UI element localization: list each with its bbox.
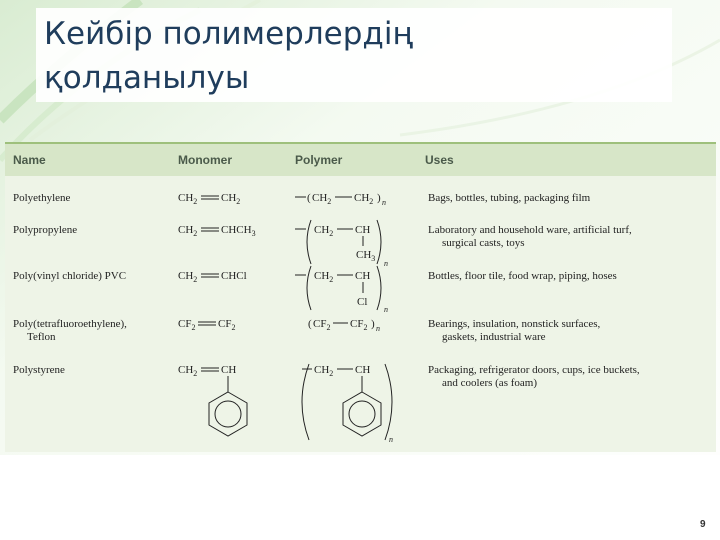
polymer-polypropylene xyxy=(295,220,388,268)
svg-text:CF2: $CF_2$ xyxy=(178,318,196,332)
header-name: Name xyxy=(13,153,46,167)
svg-text:): ) xyxy=(371,318,375,330)
svg-text:CH2: $CH_2$ xyxy=(314,270,334,284)
row-1-uses: Bags, bottles, tubing, packaging film xyxy=(428,192,591,204)
polymer-pvc xyxy=(295,266,388,314)
svg-text:(: ( xyxy=(308,318,312,330)
svg-text:n: n xyxy=(384,305,388,314)
monomer-styrene xyxy=(178,364,247,436)
svg-text:CH: CH xyxy=(355,270,371,282)
svg-text:(: ( xyxy=(307,192,311,204)
monomer-tetrafluoroethylene xyxy=(178,318,235,332)
monomer-ethylene xyxy=(178,192,240,206)
row-2-uses: Laboratory and household ware, artificial turf, surgical casts, toys xyxy=(428,224,632,249)
svg-text:CHCH3: $CHCH_3$ xyxy=(221,224,256,238)
svg-text:CF2: $CF_2$ xyxy=(313,318,331,332)
svg-text:CH2: $CH_2$ xyxy=(221,192,241,206)
svg-text:CH2: $CH_2$ xyxy=(178,270,198,284)
polymer-polystyrene xyxy=(302,364,393,444)
row-4-uses: Bearings, insulation, nonstick surfaces, gaskets, industrial ware xyxy=(428,318,601,343)
row-5-name: Polystyrene xyxy=(13,364,65,376)
svg-text:CH: CH xyxy=(355,224,371,236)
svg-text:CH2: $CH_2$ xyxy=(354,192,374,206)
header-monomer: Monomer xyxy=(178,153,232,167)
svg-text:CH2: $CH_2$ xyxy=(178,192,198,206)
svg-text:CH: CH xyxy=(355,364,371,376)
row-2-name: Polypropylene xyxy=(13,224,78,236)
title-line-2: қолданылуы xyxy=(44,60,250,96)
polymer-table xyxy=(5,142,716,452)
svg-text:CH2: $CH_2$ xyxy=(314,364,334,378)
row-5-uses: Packaging, refrigerator doors, cups, ice buckets, and coolers (as foam) xyxy=(428,364,640,389)
svg-text:n: n xyxy=(389,435,393,444)
polymer-polyethylene xyxy=(295,192,386,207)
row-1-name: Polyethylene xyxy=(13,192,71,204)
svg-text:CH2: $CH_2$ xyxy=(178,224,198,238)
svg-text:CF2: $CF_2$ xyxy=(350,318,368,332)
polymer-teflon xyxy=(308,318,380,333)
monomer-vinyl-chloride xyxy=(178,270,247,284)
svg-text:Cl: Cl xyxy=(357,296,368,308)
svg-text:n: n xyxy=(382,198,386,207)
svg-text:CF2: $CF_2$ xyxy=(218,318,236,332)
svg-text:): ) xyxy=(377,192,381,204)
slide-title xyxy=(44,12,664,100)
row-3-uses: Bottles, floor tile, food wrap, piping, hoses xyxy=(428,270,617,282)
svg-text:CH: CH xyxy=(221,364,237,376)
svg-text:CH2: $CH_2$ xyxy=(314,224,334,238)
header-polymer: Polymer xyxy=(295,153,343,167)
title-line-1: Кейбір полимерлердің xyxy=(44,16,413,52)
monomer-propylene xyxy=(178,224,256,238)
header-uses: Uses xyxy=(425,153,454,167)
slide-number: 9 xyxy=(700,519,706,530)
svg-text:CHCl: CHCl xyxy=(221,270,247,282)
svg-text:CH3: $CH_3$ xyxy=(356,249,376,263)
row-3-name: Poly(vinyl chloride) PVC xyxy=(13,270,127,282)
svg-text:CH2: $CH_2$ xyxy=(312,192,332,206)
row-4-name: Poly(tetrafluoroethylene), Teflon xyxy=(13,318,127,343)
svg-text:CH2: $CH_2$ xyxy=(178,364,198,378)
svg-text:n: n xyxy=(376,324,380,333)
chemical-structures xyxy=(5,142,425,452)
svg-text:n: n xyxy=(384,259,388,268)
